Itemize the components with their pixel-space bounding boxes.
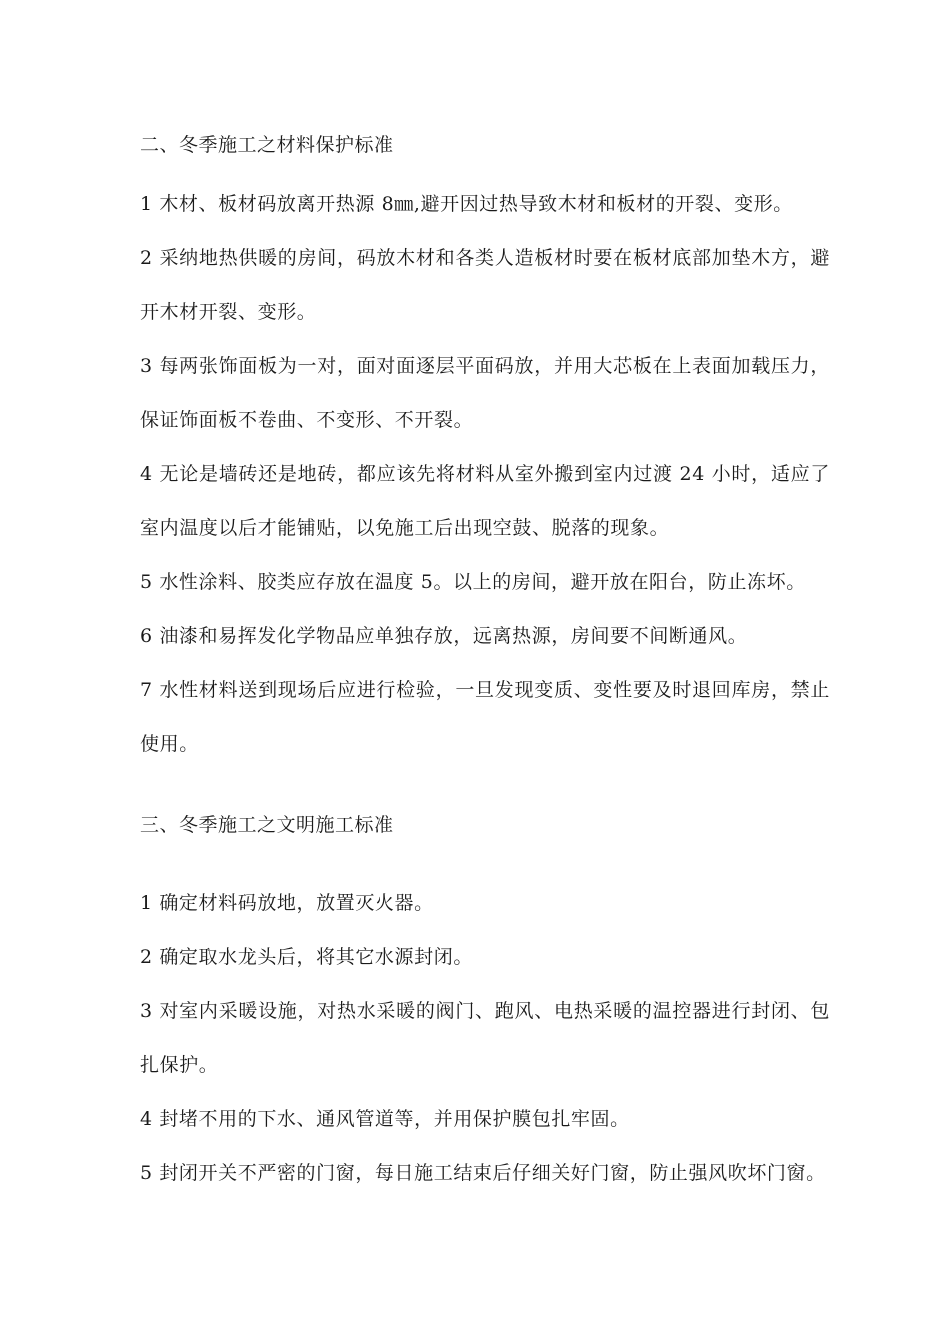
list-item: 6 油漆和易挥发化学物品应单独存放，远离热源，房间要不间断通风。 [140,625,748,647]
list-item: 1 木材、板材码放离开热源 8㎜,避开因过热导致木材和板材的开裂、变形。 [140,193,793,215]
list-item: 4 封堵不用的下水、通风管道等，并用保护膜包扎牢固。 [140,1108,630,1130]
section-civilized-construction [140,808,830,1200]
list-item: 5 水性涂料、胶类应存放在温度 5。以上的房间，避开放在阳台，防止冻坏。 [140,571,806,593]
list-item: 3 对室内采暖设施，对热水采暖的阀门、跑风、电热采暖的温控器进行封闭、包扎保护。 [140,1000,830,1076]
list-item: 2 确定取水龙头后，将其它水源封闭。 [140,946,473,968]
list-item: 7 水性材料送到现场后应进行检验，一旦发现变质、变性要及时退回库房，禁止使用。 [140,679,830,755]
list-item: 5 封闭开关不严密的门窗，每日施工结束后仔细关好门窗，防止强风吹坏门窗。 [140,1162,826,1184]
section-heading: 三、冬季施工之文明施工标准 [140,814,394,836]
list-item: 1 确定材料码放地，放置灭火器。 [140,892,434,914]
section-heading: 二、冬季施工之材料保护标准 [140,134,394,156]
list-item: 2 采纳地热供暖的房间，码放木材和各类人造板材时要在板材底部加垫木方，避开木材开裂、变形。 [140,247,830,323]
list-item: 3 每两张饰面板为一对，面对面逐层平面码放，并用大芯板在上表面加载压力，保证饰面板不卷曲、不变形、不开裂。 [140,355,830,431]
section-material-protection [140,128,830,771]
list-item: 4 无论是墙砖还是地砖，都应该先将材料从室外搬到室内过渡 24 小时，适应了室内温度以后才能铺贴，以免施工后出现空鼓、脱落的现象。 [140,463,830,539]
